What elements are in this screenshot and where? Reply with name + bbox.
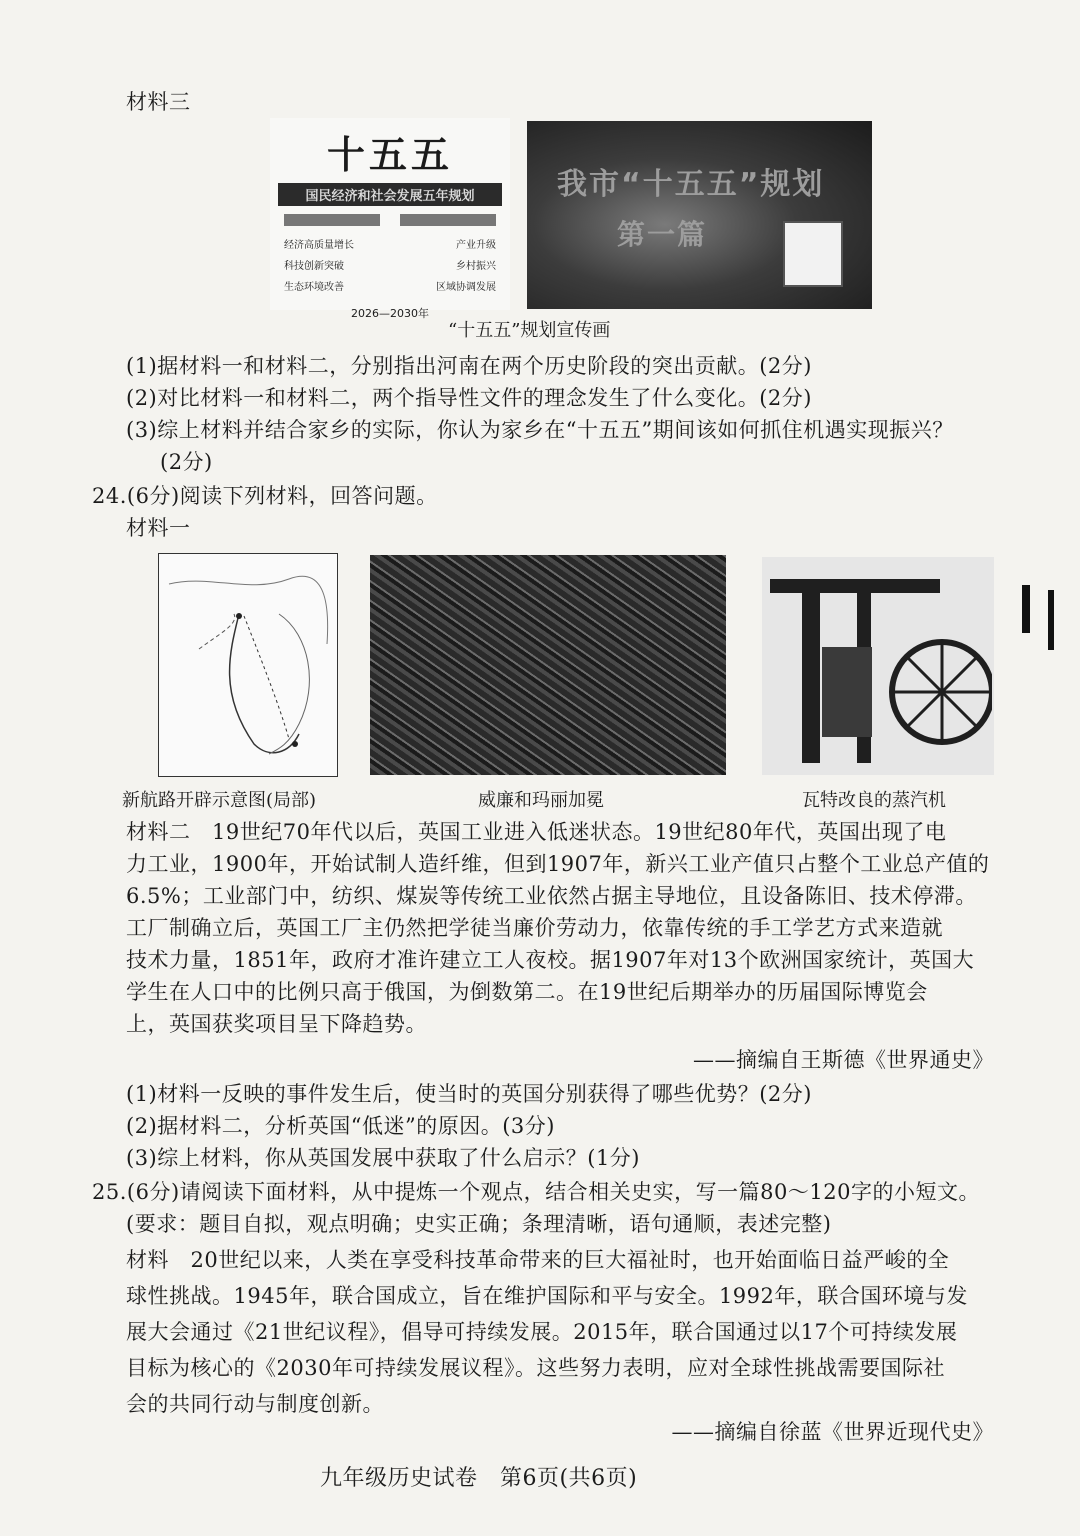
q23-item-3-score: (2分) xyxy=(160,450,213,474)
new-route-map-image xyxy=(158,553,338,777)
q25-requirements: (要求：题目自拟，观点明确；史实正确；条理清晰，语句通顺，表述完整) xyxy=(126,1212,832,1236)
q25-source: ——摘编自徐蓝《世界近现代史》 xyxy=(671,1420,994,1444)
q25-material-line: 目标为核心的《2030年可持续发展议程》。这些努力表明，应对全球性挑战需要国际社 xyxy=(126,1356,945,1380)
q25-material-line: 材料 20世纪以来，人类在享受科技革命带来的巨大福祉时，也开始面临日益严峻的全 xyxy=(126,1248,950,1272)
q23-item-2: (2)对比材料一和材料二，两个指导性文件的理念发生了什么变化。(2分) xyxy=(126,386,812,410)
q25-material-line: 球性挑战。1945年，联合国成立，旨在维护国际和平与安全。1992年，联合国环境与发 xyxy=(126,1284,968,1308)
q23-item-1: (1)据材料一和材料二，分别指出河南在两个历史阶段的突出贡献。(2分) xyxy=(126,354,812,378)
promo-slogan-2: 第一篇 xyxy=(617,218,708,251)
q25-material-line: 会的共同行动与制度创新。 xyxy=(126,1392,384,1416)
q25-material-line: 展大会通过《21世纪议程》，倡导可持续发展。2015年，联合国通过以17个可持续发展 xyxy=(126,1320,958,1344)
q23-item-3: (3)综上材料并结合家乡的实际，你认为家乡在“十五五”期间该如何抓住机遇实现振兴？ xyxy=(126,418,954,442)
coronation-painting-image xyxy=(370,555,726,775)
material2-line: 力工业，1900年，开始试制人造纤维，但到1907年，新兴工业产值只占整个工业总产值的 xyxy=(126,852,990,876)
material2-line: 6.5%；工业部门中，纺织、煤炭等传统工业依然占据主导地位，且设备陈旧、技术停滞。 xyxy=(126,884,977,908)
material3-label: 材料三 xyxy=(126,90,191,114)
poster-row: 生态环境改善 区域协调发展 xyxy=(284,282,496,293)
poster-button-row xyxy=(284,214,496,226)
plan-promo-image xyxy=(527,121,872,309)
material2-source: ——摘编自王斯德《世界通史》 xyxy=(693,1048,994,1072)
q25-title: 25.(6分)请阅读下面材料，从中提炼一个观点，结合相关史实，写一篇80～120字的小短文。 xyxy=(92,1180,980,1204)
material2-line: 材料二 19世纪70年代以后，英国工业进入低迷状态。19世纪80年代，英国出现了电 xyxy=(126,820,947,844)
q24-question-3: (3)综上材料，你从英国发展中获取了什么启示？(1分) xyxy=(126,1146,640,1170)
plan-poster-image xyxy=(270,118,510,320)
material2-line: 工厂制确立后，英国工厂主仍然把学徒当廉价劳动力，依靠传统的手工学艺方式来造就 xyxy=(126,916,943,940)
page-footer: 九年级历史试卷 第6页(共6页) xyxy=(320,1466,638,1491)
margin-mark xyxy=(1022,585,1030,633)
poster-row: 科技创新突破 乡村振兴 xyxy=(284,261,496,272)
material2-line: 技术力量，1851年，政府才准许建立工人夜校。据1907年对13个欧洲国家统计，英国大 xyxy=(126,948,975,972)
poster-title: 十五五 xyxy=(326,133,453,177)
poster-subtitle: 国民经济和社会发展五年规划 xyxy=(278,183,502,206)
q24-question-2: (2)据材料二，分析英国“低迷”的原因。(3分) xyxy=(126,1114,555,1138)
steam-engine-image xyxy=(762,557,994,775)
q24-title: 24.(6分)阅读下列材料，回答问题。 xyxy=(92,484,438,508)
qr-code-icon xyxy=(783,221,843,287)
q24-question-1: (1)材料一反映的事件发生后，使当时的英国分别获得了哪些优势？(2分) xyxy=(126,1082,812,1106)
poster-caption: “十五五”规划宣传画 xyxy=(448,320,611,341)
engine-caption: 瓦特改良的蒸汽机 xyxy=(802,790,946,811)
route-map-icon xyxy=(159,554,337,776)
poster-years: 2026—2030年 xyxy=(351,307,429,320)
painting-caption: 威廉和玛丽加冕 xyxy=(478,790,604,811)
promo-slogan: 我市“十五五”规划 xyxy=(557,167,825,202)
material2-line: 上，英国获奖项目呈下降趋势。 xyxy=(126,1012,427,1036)
poster-row: 经济高质量增长 产业升级 xyxy=(284,240,496,251)
margin-mark xyxy=(1048,590,1054,650)
q24-material1-label: 材料一 xyxy=(126,516,191,540)
map-caption: 新航路开辟示意图(局部) xyxy=(122,790,317,811)
flywheel-icon xyxy=(882,617,992,767)
material2-line: 学生在人口中的比例只高于俄国，为倒数第二。在19世纪后期举办的历届国际博览会 xyxy=(126,980,928,1004)
poster-rows xyxy=(284,236,496,293)
